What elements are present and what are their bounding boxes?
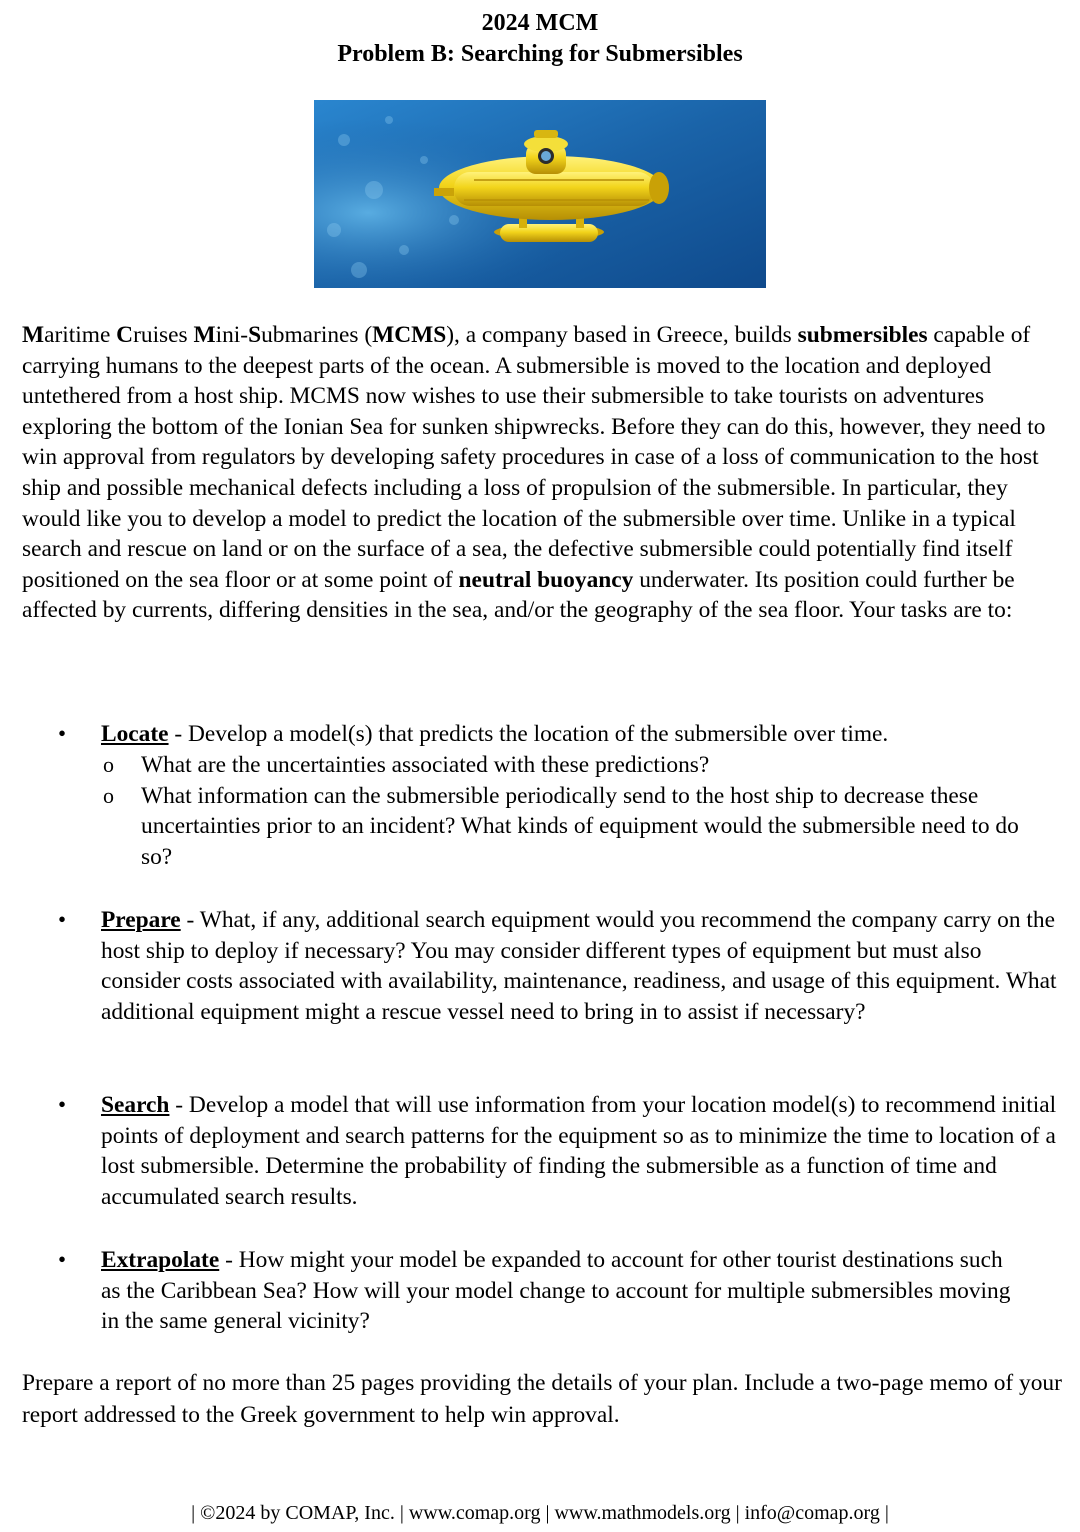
yellow-submarine-icon xyxy=(314,100,766,288)
company-word-ini: ini- xyxy=(215,322,249,348)
acronym-letter-m2: M xyxy=(193,322,216,348)
keyword-submersibles: submersibles xyxy=(797,322,928,348)
task-term-extrapolate: Extrapolate xyxy=(101,1247,220,1273)
page-header xyxy=(0,0,1080,70)
subitem-uncertainties xyxy=(0,750,1080,781)
intro-paragraph xyxy=(22,320,1062,626)
acronym-letter-s: S xyxy=(248,322,262,348)
task-term-prepare: Prepare xyxy=(101,907,181,933)
acronym-letter-m: M xyxy=(22,322,45,348)
intro-text-a: ), a company based in Greece, builds xyxy=(446,322,798,348)
page-footer: | ©2024 by COMAP, Inc. | www.comap.org | www.mathmodels.org | info@comap.org | xyxy=(191,1502,889,1524)
problem-title: Problem B: Searching for Submersibles xyxy=(337,41,743,67)
task-term-locate: Locate xyxy=(101,721,169,747)
sub-bullet-marker: o xyxy=(103,752,114,777)
contest-title: 2024 MCM xyxy=(481,10,599,36)
intro-text-b: capable of carrying humans to the deepest parts of the ocean. A submersible is moved to the location and deployed untethered from a host ship. MCMS now wishes to use their submersible to take tourists on adventures exploring the bottom of the Ionian Sea for sunken shipwrecks. Before they can do this, however, they need to win approval from regulators by developing safety procedures in case of a loss of communication to the host ship and possible mechanical defects including a loss of propulsion of the submersible. In particular, they would like you to develop a model to predict the location of the submersible over time. Unlike in a typical search and rescue on land or on the surface of a sea, the defective submersible could potentially find itself positioned on the sea floor or at some point of xyxy=(22,322,1046,593)
subitem-information xyxy=(0,781,1080,873)
submarine-image xyxy=(314,100,766,288)
subitem-text: What are the uncertainties associated with these predictions? xyxy=(141,752,710,778)
bullet-marker: • xyxy=(58,721,67,746)
task-text-search: - Develop a model that will use information from your location model(s) to recommend initial points of deployment and search patterns for the equipment so as to minimize the time to location of a lost submersible. Determine the probability of finding the submersible as a function of time and accumulated search results. xyxy=(101,1092,1057,1210)
task-text-locate: - Develop a model(s) that predicts the location of the submersible over time. xyxy=(168,721,889,747)
task-text-extrapolate: - How might your model be expanded to account for other tourist destinations such as the Caribbean Sea? How will your model change to account for multiple submersibles moving in the same general vicinity? xyxy=(101,1247,1011,1335)
acronym-letter-c: C xyxy=(116,322,134,348)
company-word-ruises: ruises xyxy=(133,322,194,348)
company-word-aritime: aritime xyxy=(44,322,117,348)
task-text-prepare: - What, if any, additional search equipment would you recommend the company carry on the host ship to deploy if necessary? You may consider different types of equipment but must also consider costs associated with availability, maintenance, readiness, and usage of this equipment. What additional equipment might a rescue vessel need to bring in to assist if necessary? xyxy=(101,907,1057,1025)
task-term-search: Search xyxy=(101,1092,170,1118)
company-word-ubmarines: ubmarines ( xyxy=(261,322,373,348)
closing-paragraph: Prepare a report of no more than 25 pages providing the details of your plan. Include a two-page memo of your report addressed to the Greek government to help win approval. xyxy=(22,1370,1062,1428)
bullet-marker: • xyxy=(58,1247,67,1272)
bullet-marker: • xyxy=(58,907,67,932)
locate-subitems xyxy=(0,750,1080,872)
subitem-text: What information can the submersible periodically send to the host ship to decrease these uncertainties prior to an incident? What kinds of equipment would the submersible need to do so? xyxy=(141,782,1019,870)
intro-text-c: underwater. Its position could further be affected by currents, differing densities in the sea, and/or the geography of the sea floor. Your tasks are to: xyxy=(22,566,1015,624)
bullet-marker: • xyxy=(58,1092,67,1117)
acronym-mcms: MCMS xyxy=(372,322,447,348)
keyword-neutral-buoyancy: neutral buoyancy xyxy=(458,566,634,593)
sub-bullet-marker: o xyxy=(103,782,114,808)
